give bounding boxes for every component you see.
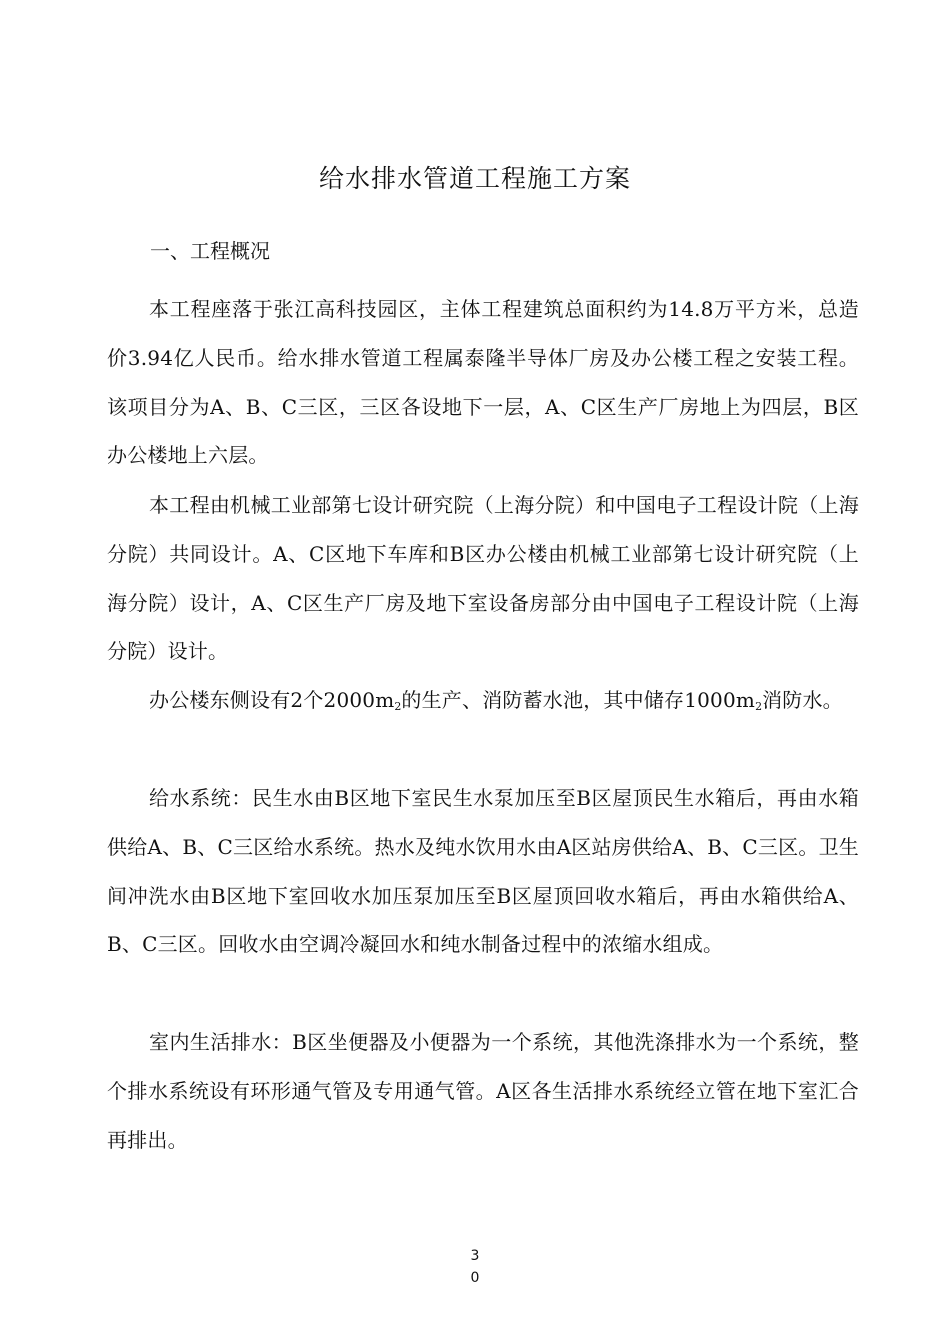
water-tank-text-part2: 的生产、消防蓄水池，其中储存1000m xyxy=(401,688,756,712)
paragraph-indoor-drainage: 室内生活排水：B区坐便器及小便器为一个系统，其他洗涤排水为一个系统，整个排水系统设有环形通气管及专用通气管。A区各生活排水系统经立管在地下室汇合再排出。 xyxy=(107,1030,859,1152)
paragraph-design-institutes: 本工程由机械工业部第七设计研究院（上海分院）和中国电子工程设计院（上海分院）共同设计。A、C区地下车库和B区办公楼由机械工业部第七设计研究院（上海分院）设计，A、C区生产厂房及地下室设备房部分由中国电子工程设计院（上海分院）设计。 xyxy=(107,493,859,664)
paragraph-water-supply-system: 给水系统：民生水由B区地下室民生水泵加压至B区屋顶民生水箱后，再由水箱供给A、B、C三区给水系统。热水及纯水饮用水由A区站房供给A、B、C三区。卫生间冲洗水由B区地下室回收水加压泵加压至B区屋顶回收水箱后，再由水箱供给A、B、C三区。回收水由空调冷凝回水和纯水制备过程中的浓缩水组成。 xyxy=(107,786,859,957)
page-number-digit: 3 xyxy=(470,1248,480,1264)
unit-subscript: 2 xyxy=(755,700,763,713)
water-tank-text-part1: 办公楼东侧设有2个2000m xyxy=(149,688,395,712)
page-number xyxy=(0,1245,950,1289)
paragraph-water-tanks xyxy=(107,676,859,732)
water-tank-text-part3: 消防水。 xyxy=(762,688,843,712)
section-heading: 一、工程概况 xyxy=(150,239,270,263)
page-number-digit: 0 xyxy=(470,1270,480,1286)
paragraph-project-overview: 本工程座落于张江高科技园区，主体工程建筑总面积约为14.8万平方米，总造价3.94亿人民币。给水排水管道工程属泰隆半导体厂房及办公楼工程之安装工程。该项目分为A、B、C三区，三区各设地下一层，A、C区生产厂房地上为四层，B区办公楼地上六层。 xyxy=(107,297,859,468)
unit-subscript: 2 xyxy=(394,700,402,713)
document-title: 给水排水管道工程施工方案 xyxy=(318,164,631,193)
